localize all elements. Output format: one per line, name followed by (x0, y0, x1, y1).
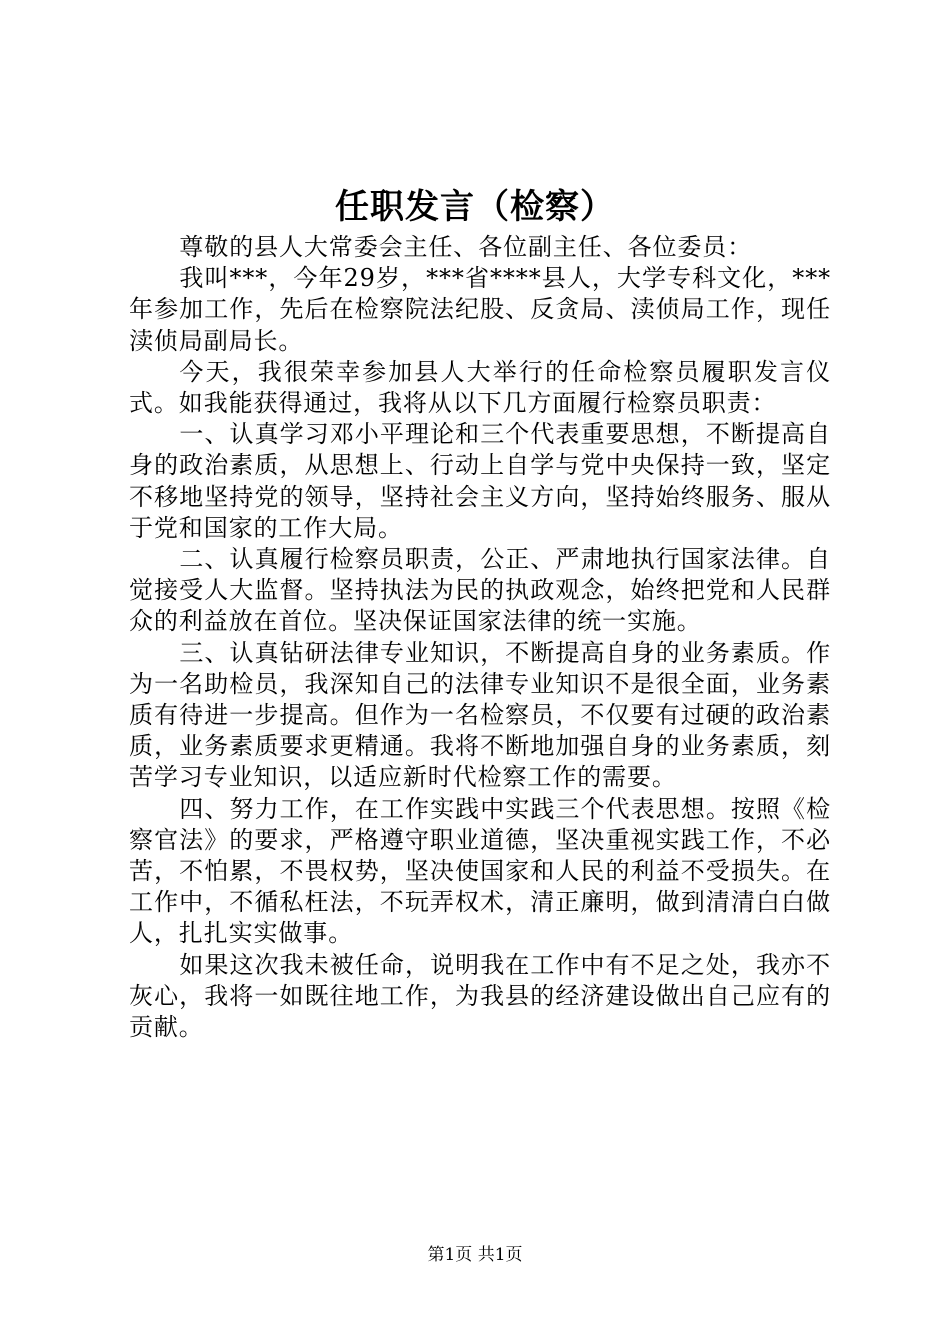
point-three-paragraph: 三、认真钻研法律专业知识，不断提高自身的业务素质。作为一名助检员，我深知自己的法律专业知识不是很全面，业务素质有待进一步提高。但作为一名检察员，不仅要有过硬的政治素质，业务素质要求更精通。我将不断地加强自身的业务素质，刻苦学习专业知识，以适应新时代检察工作的需要。 (129, 638, 831, 792)
document-body (129, 232, 831, 1043)
point-one-paragraph: 一、认真学习邓小平理论和三个代表重要思想，不断提高自身的政治素质，从思想上、行动上自学与党中央保持一致，坚定不移地坚持党的领导，坚持社会主义方向，坚持始终服务、服从于党和国家的工作大局。 (129, 420, 831, 542)
salutation-paragraph: 尊敬的县人大常委会主任、各位副主任、各位委员： (179, 233, 753, 261)
point-four-paragraph: 四、努力工作，在工作实践中实践三个代表思想。按照《检察官法》的要求，严格遵守职业道德，坚决重视实践工作，不必苦，不怕累，不畏权势，坚决使国家和人民的利益不受损失。在工作中，不循私枉法，不玩弄权术，清正廉明，做到清清白白做人，扎扎实实做事。 (129, 794, 831, 948)
intro-paragraph: 今天，我很荣幸参加县人大举行的任命检察员履职发言仪式。如我能获得通过，我将从以下几方面履行检察员职责： (129, 357, 831, 418)
self-introduction-paragraph: 我叫***，今年29岁，***省****县人，大学专科文化，***年参加工作，先后在检察院法纪股、反贪局、渎侦局工作，现任渎侦局副局长。 (129, 264, 831, 355)
document-title: 任职发言（检察） (335, 187, 615, 227)
page-number-footer: 第1页 共1页 (427, 1245, 523, 1265)
closing-paragraph: 如果这次我未被任命，说明我在工作中有不足之处，我亦不灰心，我将一如既往地工作，为我县的经济建设做出自己应有的贡献。 (129, 950, 831, 1042)
point-two-paragraph: 二、认真履行检察员职责，公正、严肃地执行国家法律。自觉接受人大监督。坚持执法为民的执政观念，始终把党和人民群众的利益放在首位。坚决保证国家法律的统一实施。 (129, 545, 831, 636)
